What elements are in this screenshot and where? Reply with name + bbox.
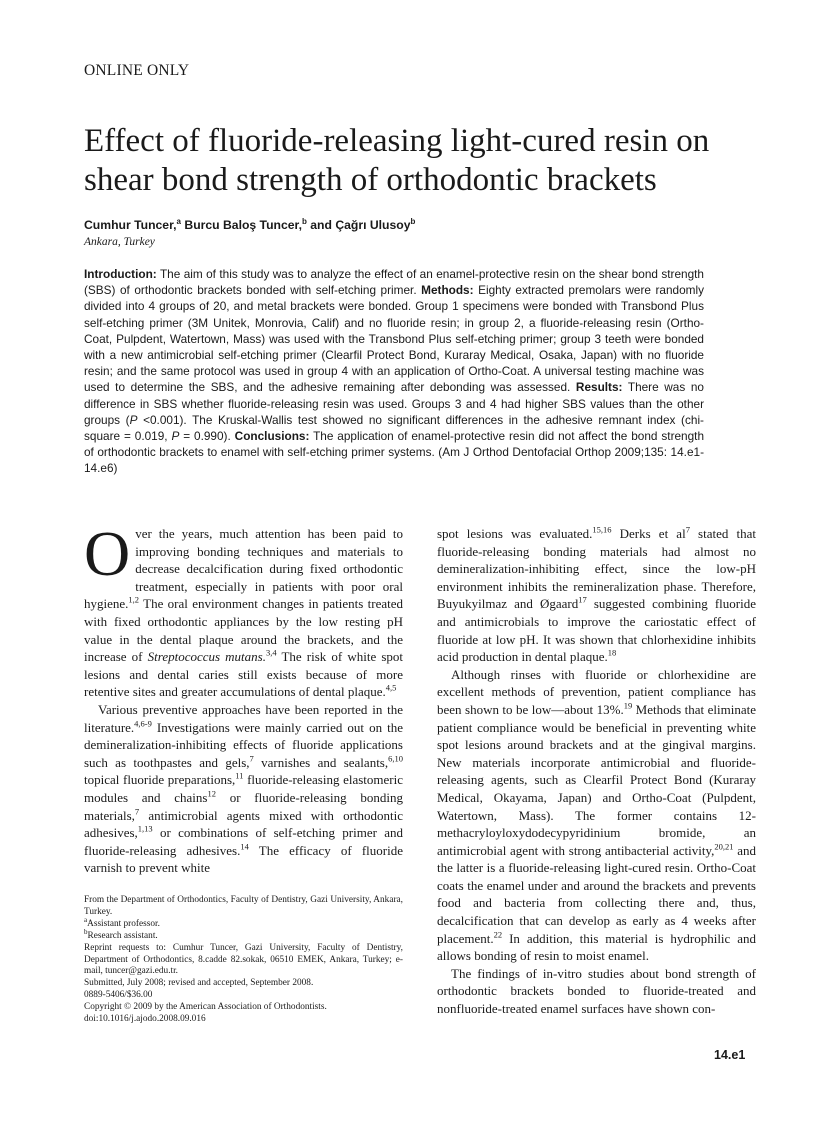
abstract-conclusions: The application of enamel-protective resin did not affect the bond strength of orthodontic brackets to enamel with self-etching primer systems. (Am J Orthod Dentofacial Orthop 2009;135: 14.e1-14.e6): [84, 429, 705, 476]
body-paragraph: Over the years, much attention has been paid to improving bonding techniques and materials to decrease decalcification during fixed orthodontic treatment, especially in patients with poor oral hygiene.$^{1,2}$ The oral environment changes in patients treated with fixed orthodontic appliances by the low resting pH value in the dental plaque around the brackets, and the increase of Streptococcus mutans.$^{3,4}$ The risk of white spot lesions and dental caries still exists because of more retentive sites and greater accumulations of dental plaque.$^{4,5}$: [84, 518, 403, 700]
citation: 4,6-9: [134, 718, 152, 729]
citation: 4,5: [385, 683, 397, 694]
footnote-doi: doi:10.1016/j.ajodo.2008.09.016: [84, 1014, 206, 1025]
affiliation-mark: b: [302, 217, 307, 226]
citation: 7: [249, 753, 254, 764]
citation: 15,16: [592, 524, 612, 535]
citation: 20,21: [714, 841, 734, 852]
citation: 14: [240, 841, 249, 852]
author-list: [84, 217, 415, 232]
body-paragraph: Various preventive approaches have been reported in the literature.$^{4,6-9}$ Investigations were mainly carried out on the demineralization-inhibiting effects of fluoride applications such as toothpastes and gels,$^7$ varnishes and sealants,$^{6,10}$ topical fluoride preparations,$^{11}$ fluoride-releasing elastomeric modules and chains$^{12}$ or fluoride-releasing bonding materials,$^7$ antimicrobial agents mixed with orthodontic adhesives,$^{1,13}$ or combinations of self-etching primer and fluoride-releasing adhesives.$^{14}$ The efficacy of fluoride varnish to prevent white: [84, 701, 403, 876]
article-title: Effect of fluoride-releasing light-cured resin on shear bond strength of orthodontic brackets: [84, 123, 710, 198]
species-name: Streptococcus mutans.: [147, 649, 266, 665]
citation: 19: [623, 700, 633, 711]
p-value-symbol: P: [129, 412, 138, 427]
author-3: and Çağrı Ulusoy: [306, 218, 411, 233]
abstract-conclusions-label: Conclusions:: [234, 429, 310, 444]
affiliation-mark: a: [176, 217, 181, 226]
p-value-symbol: P: [171, 429, 180, 444]
abstract: [84, 266, 704, 477]
footnote-submitted: Submitted, July 2008; revised and accepted, September 2008.: [84, 978, 314, 989]
citation: 17: [578, 595, 587, 606]
citation: 1,2: [128, 595, 140, 606]
abstract-methods: Eighty extracted premolars were randomly divided into 4 groups of 20, and metal brackets were bonded. Group 1 specimens were bonded with Transbond Plus self-etching primer (3M Unitek, Monrovia, Calif) and no fluoride resin; in group 2, a fluoride-releasing resin (Ortho-Coat, Pulpdent, Watertown, Mass) was used with the Transbond Plus self-etching primer; group 3 teeth were bonded with a new antimicrobial self-etching primer (Clearfil Protect Bond, Kuraray Medical, Osaka, Japan) with no fluoride resin; and the same protocol was used in group 4 with an application of Ortho-Coat. A universal testing machine was used to determine the SBS, and the adhesive remaining after debonding was assessed.: [84, 283, 704, 395]
citation: 22: [493, 929, 503, 940]
drop-cap: O: [84, 518, 131, 589]
citation: 11: [235, 770, 244, 781]
citation: 7: [685, 524, 690, 535]
body-column-right: [437, 525, 756, 1018]
author-location: Ankara, Turkey: [84, 236, 155, 248]
citation: 3,4: [265, 647, 277, 658]
citation: 7: [134, 806, 140, 817]
citation: 12: [207, 788, 216, 799]
page-number: 14.e1: [714, 1048, 746, 1062]
footnote-affiliation: From the Department of Orthodontics, Faculty of Dentistry, Gazi University, Ankara, Turkey.: [84, 895, 403, 917]
abstract-results: There was no difference in SBS whether fluoride-releasing resin was used. Groups 3 and 4 had higher SBS values than the other groups (: [84, 380, 704, 427]
footnote-author-a: $^a$Assistant professor.: [84, 915, 160, 929]
citation: 1,13: [137, 823, 153, 834]
body-column-left: [84, 518, 403, 877]
citation: 18: [607, 647, 617, 658]
abstract-results: <0.001). The Kruskal-Wallis test showed no significant differences in the adhesive remnant index (chi-square = 0.019,: [84, 412, 704, 444]
author-1: Cumhur Tuncer,: [84, 218, 177, 233]
abstract-results: = 0.990).: [179, 429, 235, 444]
footnote-issn: 0889-5406/$36.00: [84, 990, 153, 1001]
body-paragraph: The findings of in-vitro studies about bond strength of orthodontic brackets bonded to fluoride-treated and nonfluoride-treated enamel surfaces have shown con-: [437, 965, 756, 1017]
footnotes: [84, 895, 403, 1026]
citation: 6,10: [388, 753, 403, 764]
abstract-results-label: Results:: [575, 380, 623, 395]
abstract-introduction-label: Introduction:: [84, 267, 157, 281]
body-paragraph: spot lesions was evaluated.$^{15,16}$ Derks et $al^7$ stated that fluoride-releasing bonding materials had almost no demineralization-inhibiting effect, since the low-pH environment inhibits the remineralization phase. Therefore, Buyukyilmaz and Øgaard$^{17}$ suggested combining fluoride and antimicrobials to improve the cariostatic effect of fluoride at low pH. It was shown that chlorhexidine inhibits acid production in dental plaque.$^{18}$: [437, 524, 756, 665]
abstract-introduction: The aim of this study was to analyze the effect of an enamel-protective resin on the shear bond strength (SBS) of orthodontic brackets bonded with self-etching primer.: [84, 267, 704, 298]
footnote-reprint: Reprint requests to: Cumhur Tuncer, Gazi University, Faculty of Dentistry, Department of Orthodontics, 8.cadde 82.sokak, 06510 EMEK, Ankara, Turkey; e-mail, tuncer@gazi.edu.tr.: [84, 942, 403, 977]
section-label: ONLINE ONLY: [84, 62, 190, 79]
footnote-author-b: $^b$Research assistant.: [84, 927, 158, 941]
body-paragraph: Although rinses with fluoride or chlorhexidine are excellent methods of prevention, patient compliance has been shown to be low—about 13%.$^{19}$ Methods that eliminate patient compliance would be beneficial in preventing white spot lesions around brackets and at the gingival margins. New materials incorporate antimicrobial and fluoride-releasing agents, such as Clearfil Protect Bond (Kuraray Medical, Okayama, Japan) and Ortho-Coat (Pulpdent, Watertown, Mass). The former contains 12-methacryloyloxydodecypyridinium bromide, an antimicrobial agent with strong antibacterial activity,$^{20,21}$ and the latter is a fluoride-releasing light-cured resin. Ortho-Coat coats the enamel under and around the brackets and prevents food and bacteria from collecting there and, thus, decalcification that can develop as early as 4 weeks after placement.$^{22}$ In addition, this material is hydrophilic and allows bonding of resin to moist enamel.: [437, 666, 756, 964]
footnote-copyright: Copyright © 2009 by the American Association of Orthodontists.: [84, 1002, 327, 1013]
author-2: Burcu Baloş Tuncer,: [181, 218, 302, 233]
affiliation-mark: b: [410, 217, 416, 226]
abstract-methods-label: Methods:: [421, 283, 474, 298]
